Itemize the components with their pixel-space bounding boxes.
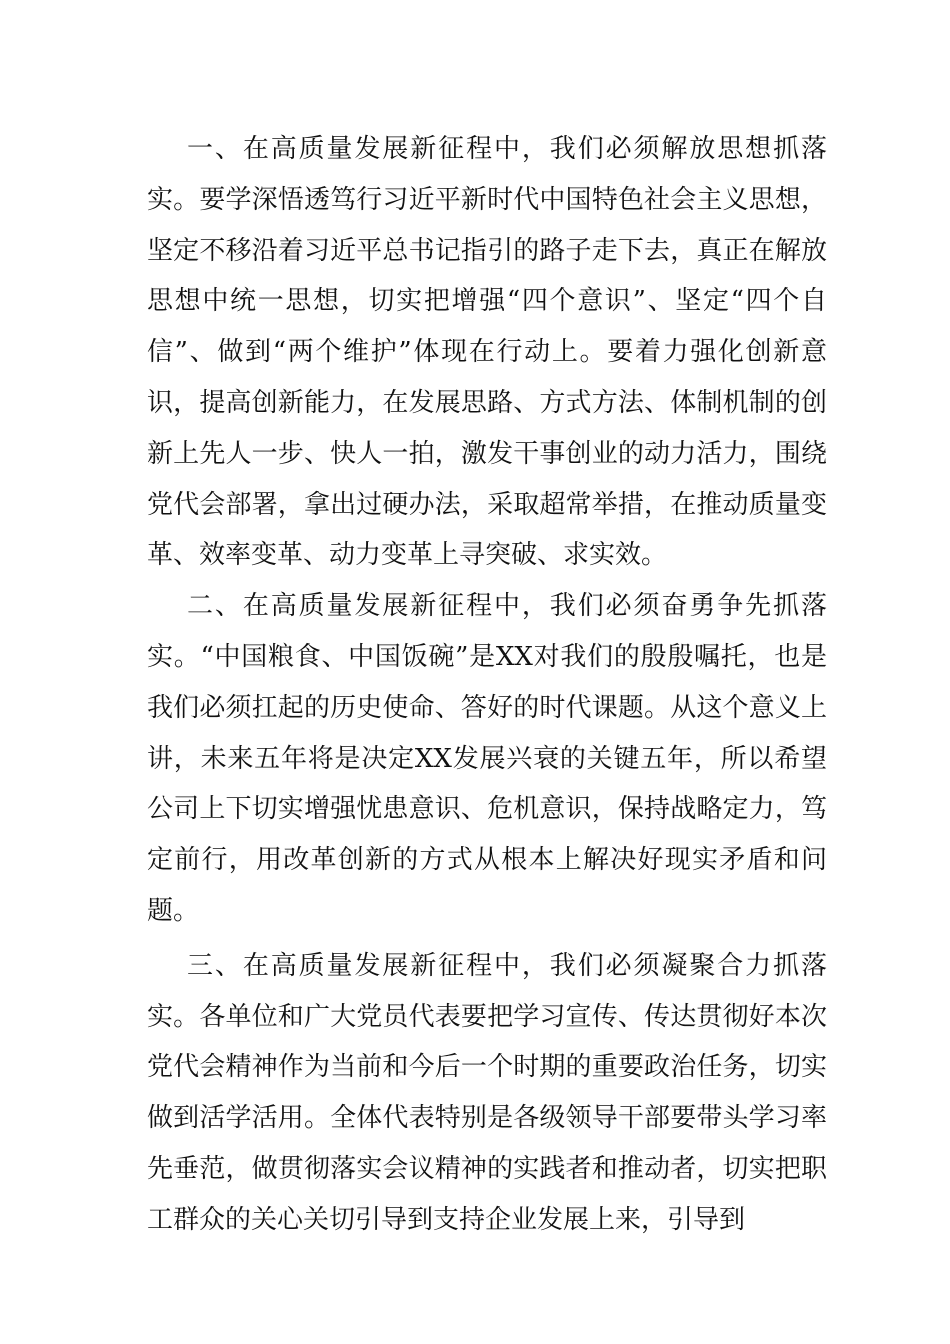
- paragraph-2: 二、在高质量发展新征程中，我们必须奋勇争先抓落实。“中国粮食、中国饭碗”是XX对我们的殷殷嘱托，也是我们必须扛起的历史使命、答好的时代课题。从这个意义上讲，未来五年将是决定XX发展兴衰的关键五年，所以希望公司上下切实增强忧患意识、危机意识，保持战略定力，笃定前行，用改革创新的方式从根本上解决好现实矛盾和问题。: [147, 591, 827, 926]
- paragraph-1: 一、在高质量发展新征程中，我们必须解放思想抓落实。要学深悟透笃行习近平新时代中国特色社会主义思想，坚定不移沿着习近平总书记指引的路子走下去，真正在解放思想中统一思想，切实把增强“四个意识”、坚定“四个自信”、做到“两个维护”体现在行动上。要着力强化创新意识，提高创新能力，在发展思路、方式方法、体制机制的创新上先人一步、快人一拍，激发干事创业的动力活力，围绕党代会部署，拿出过硬办法，采取超常举措，在推动质量变革、效率变革、动力变革上寻突破、求实效。: [147, 134, 827, 571]
- paragraph-3: 三、在高质量发展新征程中，我们必须凝聚合力抓落实。各单位和广大党员代表要把学习宣传、传达贯彻好本次党代会精神作为当前和今后一个时期的重要政治任务，切实做到活学活用。全体代表特别是各级领导干部要带头学习率先垂范，做贯彻落实会议精神的实践者和推动者，切实把职工群众的关心关切引导到支持企业发展上来，引导到: [147, 950, 827, 1235]
- document-body: [147, 124, 827, 1246]
